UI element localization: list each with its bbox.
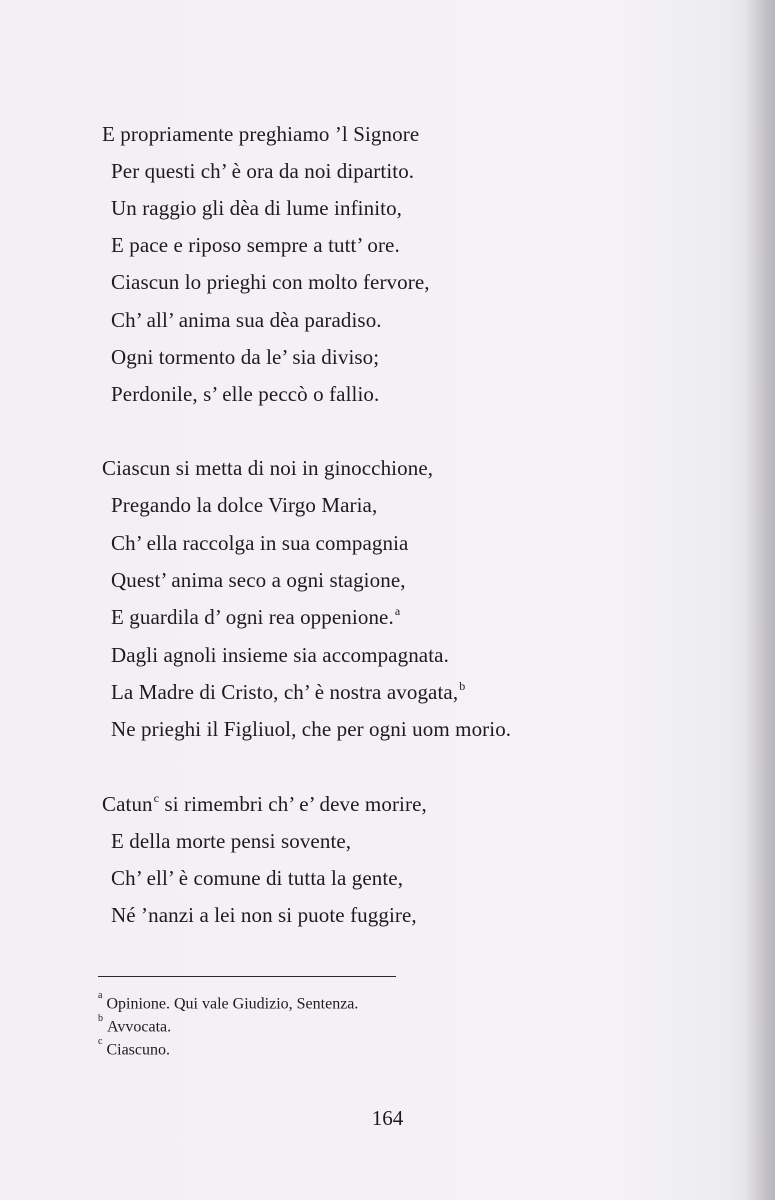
- verse-line: [102, 791, 427, 817]
- footnote-separator: [98, 976, 396, 977]
- verse-text: si rimembri ch’ e’ deve morire,: [159, 792, 427, 816]
- verse-line: Ne prieghi il Figliuol, che per ogni uom morio.: [111, 717, 512, 741]
- verse-text: E guardila d’ ogni rea oppenione.: [111, 605, 394, 629]
- verse-line: E pace e riposo sempre a tutt’ ore.: [111, 233, 400, 257]
- page-number: 164: [371, 1106, 404, 1130]
- verse-line: Un raggio gli dèa di lume infinito,: [111, 196, 403, 220]
- verse-line: Ciascun lo prieghi con molto fervore,: [111, 270, 430, 294]
- verse-line: E propriamente preghiamo ’l Signore: [102, 122, 420, 146]
- footnote-mark: c: [98, 1036, 103, 1047]
- footnote-marker: b: [459, 679, 466, 693]
- verse-line: Dagli agnoli insieme sia accompagnata.: [111, 643, 449, 667]
- page-gutter-shadow: [745, 0, 775, 1200]
- verse-line: [111, 604, 400, 630]
- footnote-text: Opinione. Qui vale Giudizio, Sentenza.: [106, 995, 359, 1013]
- verse-line: Ogni tormento da le’ sia diviso;: [111, 345, 380, 369]
- footnote: [98, 1036, 170, 1060]
- verse-line: Ch’ all’ anima sua dèa paradiso.: [111, 308, 382, 332]
- verse-text: Catun: [102, 792, 153, 816]
- footnote-mark: b: [98, 1013, 103, 1024]
- verse-line: Per questi ch’ è ora da noi dipartito.: [111, 159, 415, 183]
- verse-line: Ch’ ella raccolga in sua compagnia: [111, 531, 409, 555]
- verse-line: Quest’ anima seco a ogni stagione,: [111, 568, 406, 592]
- footnote-text: Ciascuno.: [106, 1041, 170, 1059]
- verse-line: Perdonile, s’ elle peccò o fallio.: [111, 382, 380, 406]
- verse-line: E della morte pensi sovente,: [111, 829, 352, 853]
- verse-line: Ch’ ell’ è comune di tutta la gente,: [111, 866, 404, 890]
- footnote-mark: a: [98, 990, 103, 1001]
- footnote-marker: c: [153, 791, 160, 805]
- footnote: [98, 1013, 171, 1037]
- verse-line: Né ’nanzi a lei non si puote fuggire,: [111, 903, 417, 927]
- footnote-marker: a: [394, 604, 401, 618]
- footnote: [98, 990, 358, 1014]
- footnote-text: Avvocata.: [107, 1018, 172, 1036]
- verse-line: Ciascun si metta di noi in ginocchione,: [102, 456, 434, 480]
- verse-text: La Madre di Cristo, ch’ è nostra avogata,: [111, 680, 459, 704]
- verse-line: Pregando la dolce Virgo Maria,: [111, 493, 378, 517]
- verse-line: [111, 679, 465, 705]
